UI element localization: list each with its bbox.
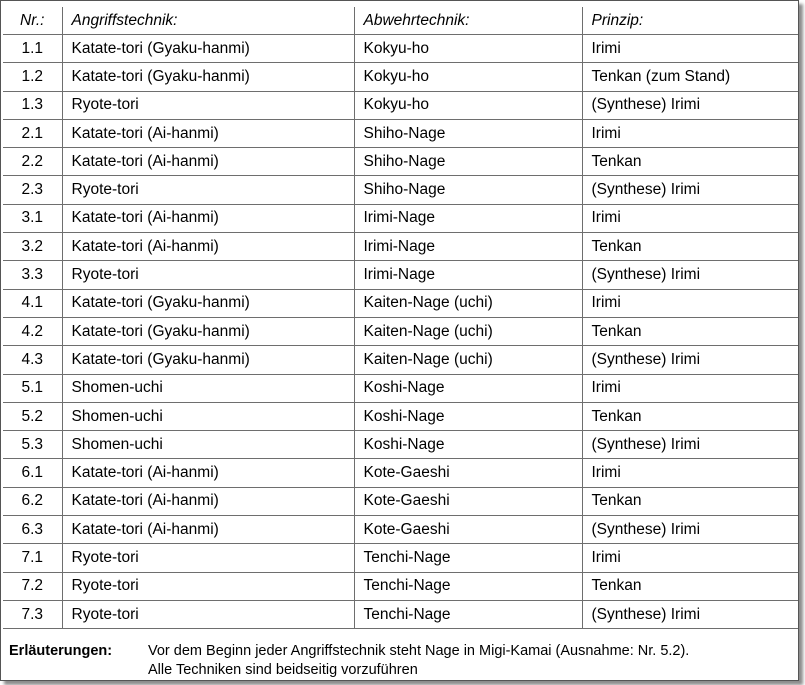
cell-angriffstechnik: Katate-tori (Gyaku-hanmi) <box>62 346 354 374</box>
cell-prinzip: Irimi <box>582 544 798 572</box>
cell-nr: 2.2 <box>3 148 62 176</box>
cell-angriffstechnik: Katate-tori (Gyaku-hanmi) <box>62 317 354 345</box>
cell-prinzip: Tenkan <box>582 317 798 345</box>
cell-abwehrtechnik: Tenchi-Nage <box>354 600 582 628</box>
table-row <box>3 459 798 487</box>
cell-abwehrtechnik: Kaiten-Nage (uchi) <box>354 289 582 317</box>
cell-angriffstechnik: Katate-tori (Ai-hanmi) <box>62 119 354 147</box>
cell-angriffstechnik: Katate-tori (Gyaku-hanmi) <box>62 63 354 91</box>
table-row <box>3 431 798 459</box>
cell-prinzip: (Synthese) Irimi <box>582 91 798 119</box>
table-header-row <box>3 7 798 35</box>
cell-angriffstechnik: Katate-tori (Ai-hanmi) <box>62 487 354 515</box>
cell-angriffstechnik: Katate-tori (Ai-hanmi) <box>62 204 354 232</box>
cell-nr: 7.2 <box>3 572 62 600</box>
cell-nr: 1.2 <box>3 63 62 91</box>
header-abwehrtechnik: Abwehrtechnik: <box>354 7 582 35</box>
cell-nr: 3.2 <box>3 233 62 261</box>
table-row <box>3 261 798 289</box>
header-prinzip: Prinzip: <box>582 7 798 35</box>
table-row <box>3 544 798 572</box>
cell-prinzip: Irimi <box>582 35 798 63</box>
cell-prinzip: Tenkan <box>582 572 798 600</box>
cell-angriffstechnik: Ryote-tori <box>62 176 354 204</box>
table-row <box>3 91 798 119</box>
cell-prinzip: Tenkan <box>582 233 798 261</box>
cell-angriffstechnik: Ryote-tori <box>62 544 354 572</box>
cell-nr: 3.1 <box>3 204 62 232</box>
cell-angriffstechnik: Shomen-uchi <box>62 402 354 430</box>
table-row <box>3 63 798 91</box>
table-row <box>3 148 798 176</box>
cell-prinzip: (Synthese) Irimi <box>582 261 798 289</box>
cell-nr: 6.1 <box>3 459 62 487</box>
cell-abwehrtechnik: Irimi-Nage <box>354 204 582 232</box>
cell-prinzip: (Synthese) Irimi <box>582 600 798 628</box>
cell-angriffstechnik: Katate-tori (Gyaku-hanmi) <box>62 289 354 317</box>
cell-nr: 4.1 <box>3 289 62 317</box>
cell-prinzip: Irimi <box>582 204 798 232</box>
cell-nr: 7.1 <box>3 544 62 572</box>
cell-abwehrtechnik: Irimi-Nage <box>354 261 582 289</box>
cell-prinzip: Irimi <box>582 119 798 147</box>
cell-abwehrtechnik: Kote-Gaeshi <box>354 516 582 544</box>
cell-abwehrtechnik: Kaiten-Nage (uchi) <box>354 317 582 345</box>
cell-angriffstechnik: Ryote-tori <box>62 91 354 119</box>
cell-nr: 2.1 <box>3 119 62 147</box>
cell-abwehrtechnik: Shiho-Nage <box>354 119 582 147</box>
cell-nr: 1.3 <box>3 91 62 119</box>
cell-angriffstechnik: Shomen-uchi <box>62 374 354 402</box>
cell-nr: 1.1 <box>3 35 62 63</box>
table-row <box>3 176 798 204</box>
cell-abwehrtechnik: Kaiten-Nage (uchi) <box>354 346 582 374</box>
cell-angriffstechnik: Katate-tori (Ai-hanmi) <box>62 233 354 261</box>
cell-angriffstechnik: Katate-tori (Ai-hanmi) <box>62 148 354 176</box>
cell-angriffstechnik: Katate-tori (Gyaku-hanmi) <box>62 35 354 63</box>
cell-abwehrtechnik: Tenchi-Nage <box>354 544 582 572</box>
cell-abwehrtechnik: Kokyu-ho <box>354 91 582 119</box>
cell-angriffstechnik: Ryote-tori <box>62 572 354 600</box>
table-row <box>3 487 798 515</box>
cell-prinzip: Irimi <box>582 374 798 402</box>
cell-abwehrtechnik: Shiho-Nage <box>354 148 582 176</box>
cell-angriffstechnik: Ryote-tori <box>62 600 354 628</box>
cell-prinzip: Tenkan <box>582 148 798 176</box>
notes-line-1: Vor dem Beginn jeder Angriffstechnik steht Nage in Migi-Kamai (Ausnahme: Nr. 5.2). <box>148 643 690 659</box>
header-angriffstechnik: Angriffstechnik: <box>62 7 354 35</box>
cell-nr: 6.3 <box>3 516 62 544</box>
cell-abwehrtechnik: Koshi-Nage <box>354 402 582 430</box>
cell-nr: 4.3 <box>3 346 62 374</box>
table-row <box>3 572 798 600</box>
cell-nr: 4.2 <box>3 317 62 345</box>
cell-abwehrtechnik: Kote-Gaeshi <box>354 487 582 515</box>
cell-abwehrtechnik: Kokyu-ho <box>354 63 582 91</box>
notes-line-2: Alle Techniken sind beidseitig vorzuführen <box>148 662 418 678</box>
table-body <box>3 35 798 629</box>
cell-angriffstechnik: Katate-tori (Ai-hanmi) <box>62 516 354 544</box>
cell-prinzip: (Synthese) Irimi <box>582 431 798 459</box>
cell-nr: 2.3 <box>3 176 62 204</box>
cell-prinzip: (Synthese) Irimi <box>582 346 798 374</box>
cell-prinzip: Irimi <box>582 289 798 317</box>
cell-nr: 5.2 <box>3 402 62 430</box>
table-row <box>3 402 798 430</box>
table-row <box>3 233 798 261</box>
cell-nr: 5.1 <box>3 374 62 402</box>
table-row <box>3 374 798 402</box>
cell-nr: 5.3 <box>3 431 62 459</box>
cell-abwehrtechnik: Tenchi-Nage <box>354 572 582 600</box>
notes-label: Erläuterungen: <box>9 643 113 659</box>
table-row <box>3 317 798 345</box>
cell-abwehrtechnik: Irimi-Nage <box>354 233 582 261</box>
cell-prinzip: (Synthese) Irimi <box>582 176 798 204</box>
cell-nr: 7.3 <box>3 600 62 628</box>
cell-prinzip: Tenkan (zum Stand) <box>582 63 798 91</box>
cell-abwehrtechnik: Kote-Gaeshi <box>354 459 582 487</box>
table-row <box>3 204 798 232</box>
header-nr: Nr.: <box>3 7 62 35</box>
cell-prinzip: Irimi <box>582 459 798 487</box>
cell-angriffstechnik: Katate-tori (Ai-hanmi) <box>62 459 354 487</box>
cell-prinzip: (Synthese) Irimi <box>582 516 798 544</box>
cell-prinzip: Tenkan <box>582 402 798 430</box>
table-row <box>3 289 798 317</box>
cell-abwehrtechnik: Koshi-Nage <box>354 431 582 459</box>
cell-prinzip: Tenkan <box>582 487 798 515</box>
cell-abwehrtechnik: Koshi-Nage <box>354 374 582 402</box>
cell-angriffstechnik: Ryote-tori <box>62 261 354 289</box>
table-row <box>3 35 798 63</box>
table-row <box>3 119 798 147</box>
table-row <box>3 346 798 374</box>
technique-table <box>3 7 798 629</box>
cell-abwehrtechnik: Kokyu-ho <box>354 35 582 63</box>
cell-nr: 3.3 <box>3 261 62 289</box>
table-row <box>3 516 798 544</box>
cell-abwehrtechnik: Shiho-Nage <box>354 176 582 204</box>
table-row <box>3 600 798 628</box>
cell-angriffstechnik: Shomen-uchi <box>62 431 354 459</box>
cell-nr: 6.2 <box>3 487 62 515</box>
